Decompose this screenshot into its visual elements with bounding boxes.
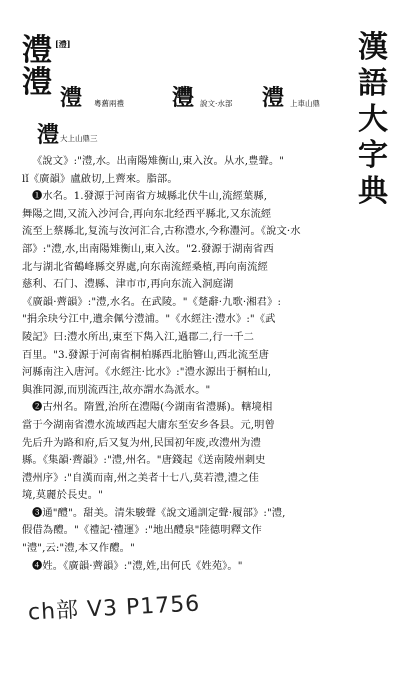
body-line: 澧州序》:"自漢而南,州之美者十七八,莫若澧,澧之佳 [22, 471, 259, 484]
variant-source-4: 大上山鼎三 [60, 134, 98, 143]
body-line: 《廣韻·薺韻》:"澧,水名。在武陵。"《楚辭·九歌·湘君》: [22, 295, 282, 308]
body-line: 河縣南注入唐河。《水經注·比水》:"澧水源出于桐柏山, [22, 366, 272, 379]
body-line: 舞陽之間,又流入沙河合,再向东北经西平縣北,又东流經 [22, 207, 272, 220]
body-line: 北与湖北省鶴峰縣交界處,向东南流經桑植,再向南流經 [22, 260, 268, 273]
entry-body [22, 153, 390, 575]
body-line: 先后升为路和府,后又复为州,民国初年废,改澧州为澧 [22, 436, 261, 449]
body-line: 百里。"3.發源于河南省桐柏縣西北胎簪山,西北流至唐 [22, 348, 269, 361]
title-char: 漢 [358, 30, 388, 65]
title-char: 典 [358, 174, 388, 209]
body-line: 慈利、石门、澧縣、津市市,再向东流入洞庭湖 [22, 278, 234, 291]
handwritten-note: ch部 V3 P1756 [27, 591, 201, 626]
body-line: 假借為醴。"《禮記·禮運》:"地出醴泉"陸德明釋文作 [22, 524, 262, 537]
variant-source-2: 說文·水部 [200, 99, 233, 108]
variant-glyph-2: 灃 [172, 85, 195, 111]
body-line: 當于今湖南省澧水流域西起大庸东至安乡各县。元,明曾 [22, 418, 275, 431]
body-line: ❹姓。《廣韻·薺韻》:"澧,姓,出何氏《姓苑》。" [32, 559, 243, 572]
headword-main: 澧 [22, 65, 52, 100]
body-line: ❷古州名。隋置,治所在澧陽(今湖南省澧縣)。轄境相 [32, 401, 273, 414]
title-char: 字 [358, 138, 388, 173]
body-line: "捐余玦兮江中,遺余佩兮澧浦。"《水經注·澧水》:"《武 [22, 313, 276, 326]
variant-source-1: 粵舊兩禮 [94, 99, 124, 108]
body-line: 境,莫麗於長史。" [22, 489, 103, 502]
body-line: lǐ《廣韻》盧啟切,上薺來。脂部。 [22, 172, 178, 185]
variant-glyph-1: 澧 [60, 85, 83, 111]
title-char: 語 [358, 66, 388, 101]
body-line: 流至上蔡縣北,复流与汝河汇合,古称澧水,今称灃河。《說文·水 [22, 225, 301, 238]
variant-source-3: 上車山鼎 [290, 99, 320, 108]
title-char: 大 [358, 102, 388, 137]
body-line: ❶水名。1.發源于河南省方城縣北伏牛山,流經葉縣, [32, 190, 268, 203]
body-line: 與淮同源,而別流西注,故亦謂水為派水。" [22, 383, 211, 396]
variant-glyph-4: 澧 [37, 122, 60, 148]
body-line: 縣。《集韻·薺韻》:"澧,州名。"唐錢起《送南陵州刺史 [22, 454, 266, 467]
variant-glyph-3: 澧 [262, 85, 285, 111]
headword-top: 澧 [22, 33, 52, 68]
headword-marker: [澧] [55, 39, 71, 49]
body-line: 部》:"澧,水,出南陽雉衡山,東入汝。"2.發源于湖南省西 [22, 242, 274, 255]
body-line: ❸通"醴"。甜美。清朱駿聲《說文通訓定聲·履部》:"澧, [32, 506, 286, 519]
body-line: 《說文》:"澧,水。出南陽雉衡山,東入汝。从水,豊聲。" [32, 155, 285, 167]
body-line: 陵記》曰:澧水所出,東至下雋入江,過郡二,行一千二 [22, 330, 255, 343]
body-line: "澧",云:"澧,本又作醴。" [22, 542, 135, 555]
